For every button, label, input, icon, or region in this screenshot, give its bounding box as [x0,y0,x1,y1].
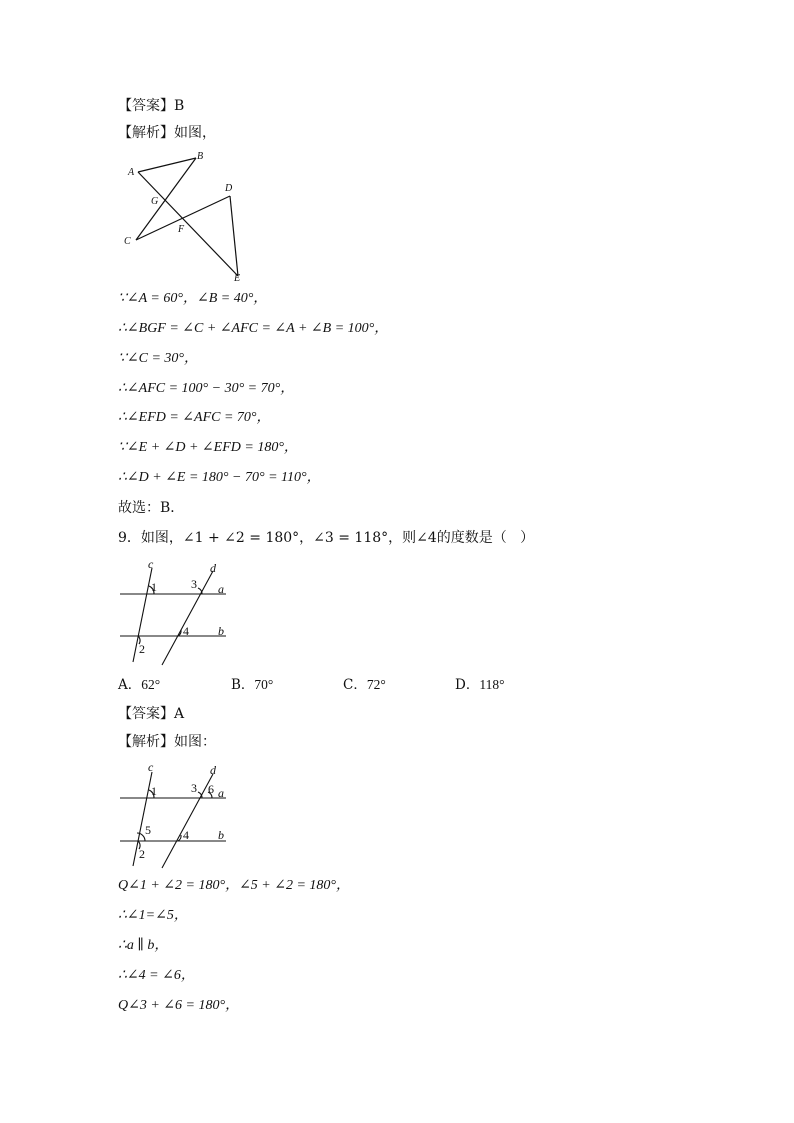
step-3: ∵∠C = 30°， [118,351,199,366]
label-b: b [218,624,224,638]
label-c: c [148,558,154,571]
option-a[interactable] [118,676,160,694]
label-A: A [128,167,135,178]
parallel-lines-figure-2 [118,760,238,870]
label-B: B [197,151,204,162]
option-b[interactable] [231,676,273,694]
angle-2-2: 2 [139,847,145,861]
angle-2: 2 [139,642,145,656]
step-5: ∴∠EFD = ∠AFC = 70°， [118,410,271,425]
conclusion: 故选：B． [118,500,185,516]
label-a-2: a [218,786,224,800]
option-c-letter: C． [343,677,367,693]
label-d: d [210,561,216,575]
option-c[interactable] [343,676,386,694]
label-D: D [225,183,233,194]
label-b-2: b [218,828,224,842]
option-d-value: 118° [479,677,505,692]
option-a-letter: A． [118,677,142,693]
analysis-heading: 【解析】如图， [118,125,216,141]
option-c-value: 72° [366,677,386,692]
angle-5-2: 5 [145,823,151,837]
step9-5: Q∠3 + ∠6 = 180°， [118,998,240,1013]
step9-2: ∴∠1=∠5， [118,908,188,923]
label-F: F [178,224,185,235]
parallel-lines-figure [118,558,238,668]
angle-4: 4 [183,624,189,638]
triangle-figure [118,148,258,288]
step9-3: ∴a ∥ b， [118,938,169,953]
option-b-letter: B． [231,677,255,693]
answer-line: 【答案】B [118,98,185,114]
label-c-2: c [148,760,154,774]
label-d-2: d [210,763,216,777]
option-d[interactable] [455,676,504,694]
option-d-letter: D． [455,677,480,693]
label-G: G [151,196,159,207]
angle-4-2: 4 [183,828,189,842]
step-7: ∴∠D + ∠E = 180° − 70° = 110°， [118,470,321,485]
option-a-value: 62° [141,677,161,692]
angle-1-2: 1 [151,784,157,798]
question-9-stem: 9．如图，∠1 + ∠2 = 180°，∠3 = 118°，则∠4的度数是（ ） [118,530,535,546]
angle-6-2: 6 [208,782,214,796]
label-a: a [218,582,224,596]
step-1: ∵∠A = 60°，∠B = 40°， [118,291,268,306]
step-2: ∴∠BGF = ∠C + ∠AFC = ∠A + ∠B = 100°， [118,321,389,336]
label-C: C [124,236,131,247]
step9-4: ∴∠4 = ∠6， [118,968,195,983]
label-E: E [234,273,241,284]
analysis-heading-9: 【解析】如图： [118,734,216,750]
angle-3-2: 3 [191,781,197,795]
step-6: ∵∠E + ∠D + ∠EFD = 180°， [118,440,298,455]
angle-1: 1 [151,580,157,594]
answer-line-9: 【答案】A [118,706,185,722]
step9-1: Q∠1 + ∠2 = 180°，∠5 + ∠2 = 180°， [118,878,351,893]
angle-3: 3 [191,577,197,591]
step-4: ∴∠AFC = 100° − 30° = 70°， [118,381,295,396]
option-b-value: 70° [254,677,274,692]
